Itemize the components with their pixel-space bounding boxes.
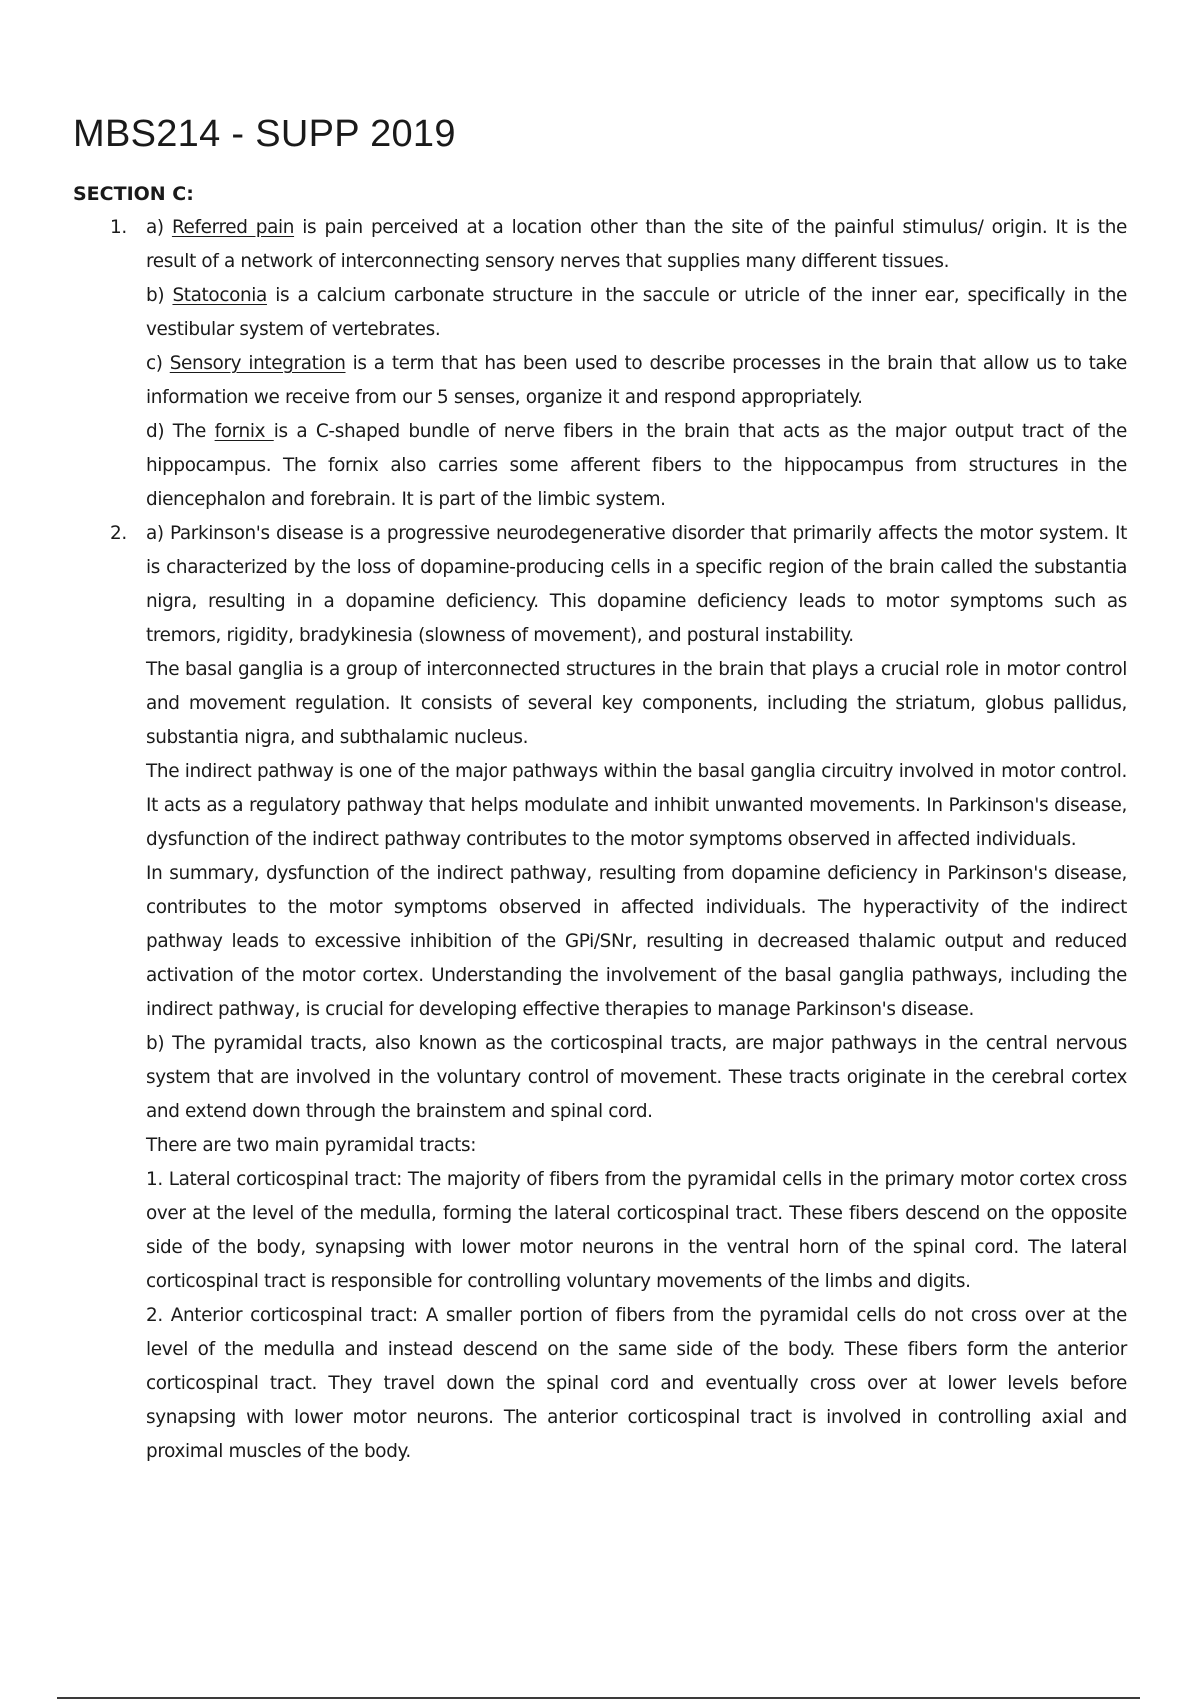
page-divider — [57, 1697, 1140, 1699]
term-referred-pain: Referred pain — [171, 217, 295, 238]
answer-2b-pyramidal-tracts: b) The pyramidal tracts, also known as the corticospinal tracts, are major pathways in the central nervous system that are involved in the voluntary control of movement. These tracts originate in the cerebral cortex and extend down through the brainstem and spinal cord. — [146, 1033, 1127, 1122]
answer-1d — [146, 415, 1127, 517]
answer-2a-parkinsons: a) Parkinson's disease is a progressive neurodegenerative disorder that primarily affects the motor system. It is characterized by the loss of dopamine-producing cells in a specific region of the brain called the substantia nigra, resulting in a dopamine deficiency. This dopamine deficiency leads to motor symptoms such as tremors, rigidity, bradykinesia (slowness of movement), and postural instability. — [146, 523, 1127, 646]
definition-text: is pain perceived at a location other than the site of the painful stimulus/ origin. It is the result of a network of interconnecting sensory nerves that supplies many different tissues. — [146, 217, 1127, 272]
term-fornix: fornix — [214, 421, 274, 442]
page-title: MBS214 - SUPP 2019 — [73, 113, 456, 155]
answer-1a — [146, 211, 1127, 279]
basal-ganglia-paragraph: The basal ganglia is a group of interconnected structures in the brain that plays a crucial role in motor control and movement regulation. It consists of several key components, including the striatum, globus pallidus, substantia nigra, and subthalamic nucleus. — [146, 659, 1127, 748]
definition-text: is a calcium carbonate structure in the saccule or utricle of the inner ear, specifically in the vestibular system of vertebrates. — [146, 285, 1127, 340]
answer-prefix: b) — [146, 285, 173, 306]
question-number: 1. — [110, 217, 127, 238]
definition-text: is a C-shaped bundle of nerve fibers in the brain that acts as the major output tract of the hippocampus. The fornix also carries some afferent fibers to the hippocampus from structures in the diencephalon and forebrain. It is part of the limbic system. — [146, 421, 1127, 510]
question-number: 2. — [110, 523, 127, 544]
answer-prefix: c) — [146, 353, 170, 374]
question-2 — [110, 517, 1127, 1469]
indirect-pathway-paragraph: The indirect pathway is one of the major pathways within the basal ganglia circuitry involved in motor control. It acts as a regulatory pathway that helps modulate and inhibit unwanted movements. In Parkinson's disease, dysfunction of the indirect pathway contributes to the motor symptoms observed in affected individuals. — [146, 761, 1127, 850]
answer-1c — [146, 347, 1127, 415]
term-sensory-integration: Sensory integration — [169, 353, 346, 374]
answer-prefix: a) — [146, 217, 172, 238]
term-statoconia: Statoconia — [172, 285, 267, 306]
answer-prefix: d) The — [146, 421, 215, 442]
lateral-corticospinal-tract: 1. Lateral corticospinal tract: The majority of fibers from the pyramidal cells in the primary motor cortex cross over at the level of the medulla, forming the lateral corticospinal tract. These fibers descend on the opposite side of the body, synapsing with lower motor neurons in the ventral horn of the spinal cord. The lateral corticospinal tract is responsible for controlling voluntary movements of the limbs and digits. — [146, 1169, 1127, 1292]
tracts-intro: There are two main pyramidal tracts: — [146, 1135, 477, 1156]
question-list — [110, 211, 1127, 1469]
answer-1b — [146, 279, 1127, 347]
question-1 — [110, 211, 1127, 517]
anterior-corticospinal-tract: 2. Anterior corticospinal tract: A smaller portion of fibers from the pyramidal cells do not cross over at the level of the medulla and instead descend on the same side of the body. These fibers form the anterior corticospinal tract. They travel down the spinal cord and eventually cross over at lower levels before synapsing with lower motor neurons. The anterior corticospinal tract is involved in controlling axial and proximal muscles of the body. — [146, 1305, 1127, 1462]
summary-paragraph: In summary, dysfunction of the indirect pathway, resulting from dopamine deficiency in Parkinson's disease, contributes to the motor symptoms observed in affected individuals. The hyperactivity of the indirect pathway leads to excessive inhibition of the GPi/SNr, resulting in decreased thalamic output and reduced activation of the motor cortex. Understanding the involvement of the basal ganglia pathways, including the indirect pathway, is crucial for developing effective therapies to manage Parkinson's disease. — [146, 863, 1127, 1020]
section-heading: SECTION C: — [73, 183, 194, 205]
definition-text: is a term that has been used to describe processes in the brain that allow us to take information we receive from our 5 senses, organize it and respond appropriately. — [146, 353, 1127, 408]
